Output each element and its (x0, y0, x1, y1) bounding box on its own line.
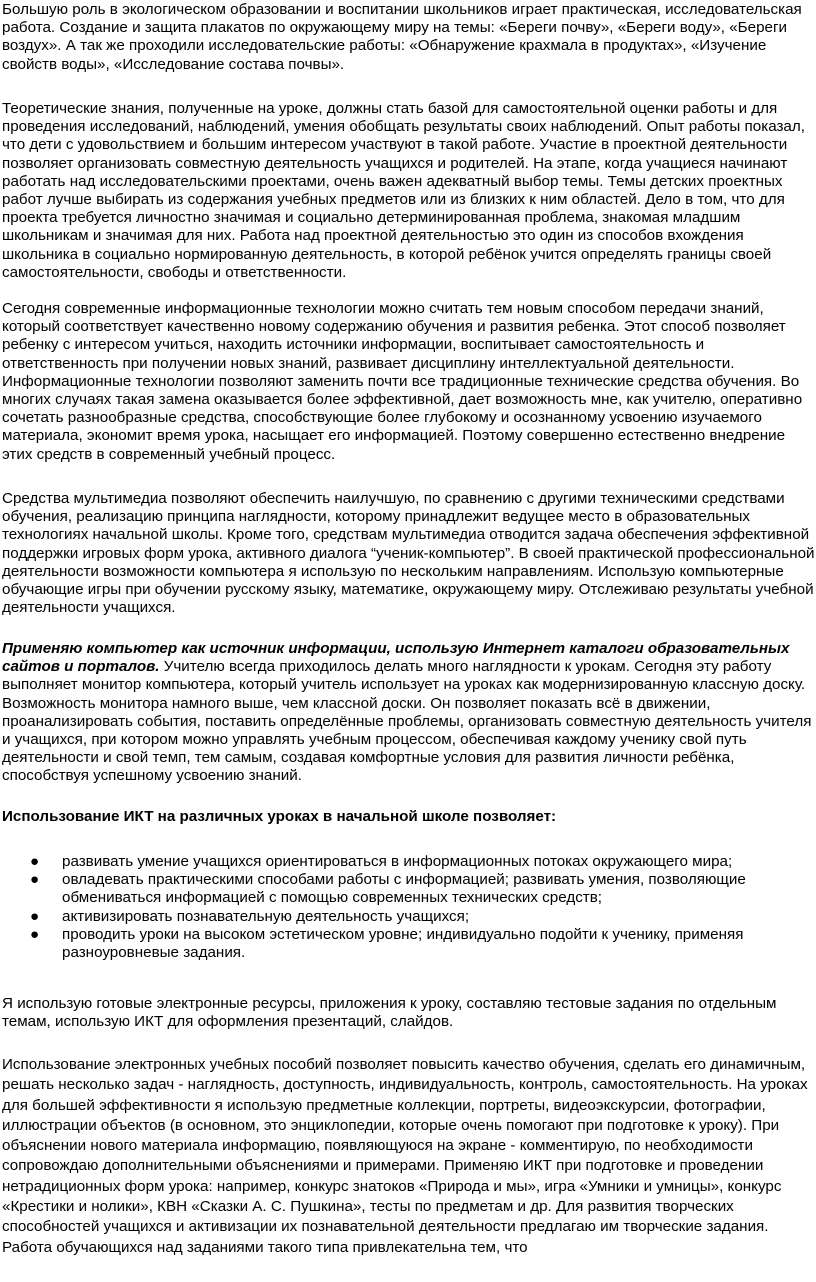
list-item-text: проводить уроки на высоком эстетическом уровне; индивидуально подойти к ученику, применяя разноуровневые задания. (62, 925, 744, 962)
paragraph-computer-as-source (2, 640, 814, 786)
list-item (0, 908, 782, 926)
list-item-text: овладевать практическими способами работы с информацией; развивать умения, позволяющие обмениваться информацией с помощью современных технических средств; (62, 871, 746, 907)
list-item (0, 853, 782, 871)
benefits-list (0, 853, 816, 962)
list-item (0, 871, 782, 907)
bullet-icon: ● (30, 925, 40, 943)
paragraph-body: Учителю всегда приходилось делать много наглядности к урокам. Сегодня эту работу выполняет монитор компьютера, который учитель использует на уроках как модернизированную классную доску. Возможность монитора намного выше, чем классной доски. Он позволяет показать всё в движении, проанализировать события, поставить определённые проблемы, организовать совместную деятельность учителя и учащихся, при котором можно управлять учебным процессом, обеспечивая каждому ученику свой путь деятельности и свой темп, тем самым, создавая комфортные условия для развития личности ребёнка, способствуя успешному усвоению знаний. (2, 658, 812, 785)
list-item-text: развивать умение учащихся ориентироваться в информационных потоках окружающего мира; (62, 853, 733, 870)
paragraph-ecology-research: Большую роль в экологическом образовании и воспитании школьников играет практическая, исследовательская работа. Создание и защита плакатов по окружающему миру на темы: «Береги почву», «Береги воду», «Береги воздух». А так же проходили исследовательские работы: «Обнаружение крахмала в продуктах», «Изучение свойств воды», «Исследование состава почвы». (2, 1, 802, 73)
bullet-icon: ● (30, 853, 40, 870)
paragraph-emphasis: Применяю компьютер как источник информации, использую Интернет каталоги образовательных сайтов и порталов. (2, 640, 790, 676)
paragraph-multimedia: Средства мультимедиа позволяют обеспечить наилучшую, по сравнению с другими техническими средствами обучения, реализацию принципа наглядности, которому принадлежит ведущее место в образовательных технологиях начальной школы. Кроме того, средствам мультимедиа отводится задача обеспечения эффективной поддержки игровых форм урока, активного диалога “ученик-компьютер”. В своей практической профессиональной деятельности возможности компьютера я использую по нескольким направлениям. Использую компьютерные обучающие игры при обучении русскому языку, математике, окружающему миру. Отслеживаю результаты учебной деятельности учащихся. (2, 490, 815, 617)
bullet-icon: ● (30, 871, 40, 889)
paragraph-electronic-resources: Я использую готовые электронные ресурсы, приложения к уроку, составляю тестовые задания по отдельным темам, использую ИКТ для оформления презентаций, слайдов. (2, 995, 777, 1031)
section-heading: Использование ИКТ на различных уроках в начальной школе позволяет: (2, 808, 557, 825)
list-item (0, 926, 782, 962)
paragraph-information-technology: Сегодня современные информационные технологии можно считать тем новым способом передачи знаний, который соответствует качественно новому содержанию обучения и развития ребенка. Этот способ позволяет ребенку с интересом учиться, находить источники информации, воспитывает самостоятельность и ответственность при получении новых знаний, развивает дисциплину интеллектуальной деятельности. Информационные технологии позволяют заменить почти все традиционные технические средства обучения. Во многих случаях такая замена оказывается более эффективной, дает возможность мне, как учителю, оперативно сочетать разнообразные средства, способствующие более глубокому и осознанному усвоению изучаемого материала, экономит время урока, насыщает его информацией. Поэтому совершенно естественно внедрение этих средств в современный учебный процесс. (2, 300, 803, 463)
paragraph-project-activity: Теоретические знания, полученные на уроке, должны стать базой для самостоятельной оценки работы и для проведения исследований, наблюдений, умения обобщать результаты своих наблюдений. Опыт работы показал, что дети с удовольствием и большим интересом участвуют в такой работе. Участие в проектной деятельности позволяет организовать совместную деятельность учащихся и родителей. На этапе, когда учащиеся начинают работать над исследовательскими проектами, очень важен адекватный выбор темы. Темы детских проектных работ лучше выбирать из содержания учебных предметов или из близких к ним областей. Дело в том, что для проекта требуется личностно значимая и социально детерминированная проблема, знакомая младшим школьникам и значимая для них. Работа над проектной деятельностью это один из способов вхождения школьника в социально нормированную деятельность, в которой ребёнок учится определять границы своей самостоятельности, свободы и ответственности. (2, 100, 805, 281)
list-item-text: активизировать познавательную деятельность учащихся; (62, 907, 470, 925)
bullet-icon: ● (30, 907, 40, 925)
paragraph-electronic-textbooks: Использование электронных учебных пособий позволяет повысить качество обучения, сделать его динамичным, решать несколько задач - наглядность, доступность, индивидуальность, контроль, самостоятельность. На уроках для большей эффективности я использую предметные коллекции, портреты, видеоэкскурсии, фотографии, иллюстрации объектов (в основном, это энциклопедии, которые очень помогают при подготовке к уроку). При объяснении нового материала информацию, появляющуюся на экране - комментирую, по необходимости сопровождаю дополнительными объяснениями и примерами. Применяю ИКТ при подготовке и проведении нетрадиционных форм урока: например, конкурс знатоков «Природа и мы», игра «Умники и умницы», конкурс «Крестики и нолики», КВН «Сказки А. С. Пушкина», тесты по предметам и др. Для развития творческих способностей учащихся и активизации их познавательной деятельности предлагаю им творческие задания. Работа обучающихся над заданиями такого типа привлекательна тем, что (2, 1056, 808, 1256)
